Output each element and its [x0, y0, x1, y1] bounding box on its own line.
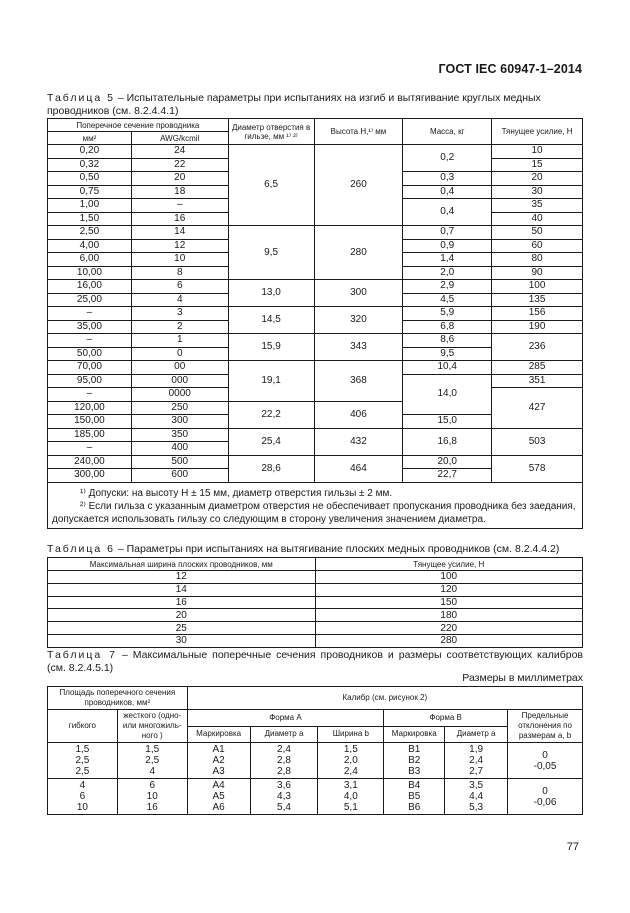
cell-awg: 0000: [131, 388, 228, 402]
cell-diameter: 22,2: [228, 401, 314, 428]
cell-mm2: 300,00: [48, 469, 132, 483]
cell-mm2: 16,00: [48, 280, 132, 294]
table7-header-form-a: Форма A: [187, 710, 384, 727]
table6-caption: [47, 543, 587, 556]
cell-mass: 0,4: [403, 199, 492, 226]
table6-caption-text: – Параметры при испытаниях на вытягивание плоских медных проводников (см. 8.2.4.4.2): [114, 543, 560, 555]
table-row: [48, 622, 583, 635]
cell-pull: 10: [492, 145, 583, 159]
cell-mm2: 1,50: [48, 212, 132, 226]
table7-caption-prefix: Таблица 7: [47, 649, 117, 661]
cell-mass: 15,0: [403, 415, 492, 429]
cell-pull: 100: [492, 280, 583, 294]
cell-width: 20: [48, 609, 316, 622]
cell-awg: 00: [131, 361, 228, 375]
table7-header-rigid: жесткого (одно- или многожиль- ного ): [117, 710, 187, 743]
cell-diameter: 25,4: [228, 428, 314, 455]
table7-group2-row: [48, 779, 583, 815]
cell-mass: 0,9: [403, 239, 492, 253]
table5-note-2: ²⁾ Если гильза с указанным диаметром отверстия не обеспечивает пропускания проводника без заедания, допускается использовать гильзу со следующим в сторону увеличения значением диаметра.: [52, 500, 576, 525]
cell-mm2: –: [48, 334, 132, 348]
table5-header-cross-section: Поперечное сечение проводника: [48, 119, 229, 132]
cell-pull: 50: [492, 226, 583, 240]
cell-height: 464: [314, 455, 403, 482]
table7-units: Размеры в миллиметрах: [462, 672, 583, 684]
standard-header: ГОСТ IEC 60947-1–2014: [438, 62, 582, 76]
cell-mm2: 0,32: [48, 158, 132, 172]
cell-mass: 2,0: [403, 266, 492, 280]
cell-a-width: 1,5 2,0 2,4: [318, 743, 384, 779]
cell-diameter: 14,5: [228, 307, 314, 334]
cell-pull: 280: [315, 634, 582, 647]
cell-awg: 3: [131, 307, 228, 321]
cell-a-mark: A1 A2 A3: [187, 743, 250, 779]
cell-mm2: 0,50: [48, 172, 132, 186]
cell-pull: 60: [492, 239, 583, 253]
cell-awg: 14: [131, 226, 228, 240]
cell-pull: 20: [492, 172, 583, 186]
cell-awg: 250: [131, 401, 228, 415]
cell-height: 300: [314, 280, 403, 307]
table5-header-height: Высота H,¹⁾ мм: [314, 119, 403, 145]
cell-b-mark: B4 B5 B6: [384, 779, 445, 815]
cell-a-width: 3,1 4,0 5,1: [318, 779, 384, 815]
cell-height: 260: [314, 145, 403, 226]
cell-awg: 2: [131, 320, 228, 334]
table7-caption: [47, 649, 583, 674]
cell-mm2: 50,00: [48, 347, 132, 361]
cell-height: 368: [314, 361, 403, 402]
table7-header-a-marking: Маркировка: [187, 726, 250, 743]
cell-pull: 236: [492, 334, 583, 361]
table-row: [48, 634, 583, 647]
cell-awg: 10: [131, 253, 228, 267]
cell-mass: 0,3: [403, 172, 492, 186]
cell-pull: 351: [492, 374, 583, 388]
cell-width: 25: [48, 622, 316, 635]
table-row: [48, 334, 583, 348]
cell-pull: 427: [492, 388, 583, 429]
cell-mm2: 35,00: [48, 320, 132, 334]
table6: [47, 557, 583, 648]
table5-notes: [48, 482, 583, 528]
cell-awg: 6: [131, 280, 228, 294]
table7-caption-text: – Максимальные поперечные сечения проводников и размеры соответствующих калибров (см. 8.2.4.5.1): [47, 649, 583, 674]
table7-header-b-marking: Маркировка: [384, 726, 445, 743]
cell-flexible: 4 6 10: [48, 779, 118, 815]
cell-mm2: 25,00: [48, 293, 132, 307]
cell-mm2: 1,00: [48, 199, 132, 213]
cell-diameter: 13,0: [228, 280, 314, 307]
cell-awg: 000: [131, 374, 228, 388]
table7-header-form-b: Форма B: [384, 710, 508, 727]
cell-mm2: 150,00: [48, 415, 132, 429]
table5-caption-prefix: Таблица 5: [47, 92, 115, 104]
cell-awg: 18: [131, 185, 228, 199]
cell-mass: 2,9: [403, 280, 492, 294]
cell-mass: 8,6: [403, 334, 492, 348]
cell-awg: 1: [131, 334, 228, 348]
cell-awg: 12: [131, 239, 228, 253]
cell-mm2: 2,50: [48, 226, 132, 240]
cell-awg: 24: [131, 145, 228, 159]
table-row: [48, 596, 583, 609]
cell-pull: 120: [315, 583, 582, 596]
table7-header-a-diameter: Диаметр a: [250, 726, 318, 743]
cell-pull: 100: [315, 571, 582, 584]
cell-diameter: 15,9: [228, 334, 314, 361]
cell-mass: 9,5: [403, 347, 492, 361]
cell-pull: 15: [492, 158, 583, 172]
cell-pull: 135: [492, 293, 583, 307]
cell-height: 432: [314, 428, 403, 455]
cell-awg: 300: [131, 415, 228, 429]
cell-mm2: 6,00: [48, 253, 132, 267]
cell-mm2: 0,20: [48, 145, 132, 159]
cell-width: 12: [48, 571, 316, 584]
table7-header-a-width: Ширина b: [318, 726, 384, 743]
table7-header-area: Площадь поперечного сечения проводников, мм²: [48, 687, 188, 710]
cell-diameter: 6,5: [228, 145, 314, 226]
cell-mass: 4,5: [403, 293, 492, 307]
cell-height: 280: [314, 226, 403, 280]
cell-flexible: 1,5 2,5 2,5: [48, 743, 118, 779]
table7-header-b-diameter: Диаметр a: [445, 726, 508, 743]
cell-mm2: 70,00: [48, 361, 132, 375]
cell-mm2: 95,00: [48, 374, 132, 388]
cell-pull: 156: [492, 307, 583, 321]
table5-header-mass: Масса, кг: [403, 119, 492, 145]
cell-mass: 0,4: [403, 185, 492, 199]
cell-mass: 22,7: [403, 469, 492, 483]
table7-header-flexible: гибкого: [48, 710, 118, 743]
cell-awg: 400: [131, 442, 228, 456]
cell-mass: 5,9: [403, 307, 492, 321]
cell-mass: 1,4: [403, 253, 492, 267]
cell-width: 14: [48, 583, 316, 596]
table5-caption: [47, 92, 583, 117]
cell-height: 406: [314, 401, 403, 428]
table6-header-width: Максимальная ширина плоских проводников, мм: [48, 558, 316, 571]
cell-limits: 0 -0,06: [508, 779, 583, 815]
cell-a-diam: 3,6 4,3 5,4: [250, 779, 318, 815]
cell-width: 16: [48, 596, 316, 609]
table-row: [48, 226, 583, 240]
cell-awg: –: [131, 199, 228, 213]
table5-header-mm2: мм²: [48, 132, 132, 145]
cell-mm2: 4,00: [48, 239, 132, 253]
cell-awg: 4: [131, 293, 228, 307]
cell-pull: 30: [492, 185, 583, 199]
cell-mm2: 120,00: [48, 401, 132, 415]
cell-mass: 10,4: [403, 361, 492, 375]
table5-header-awg: AWG/kcmil: [131, 132, 228, 145]
cell-awg: 22: [131, 158, 228, 172]
table-row: [48, 583, 583, 596]
table5-header-pull: Тянущее усилие, Н: [492, 119, 583, 145]
cell-pull: 180: [315, 609, 582, 622]
cell-width: 30: [48, 634, 316, 647]
cell-mm2: –: [48, 442, 132, 456]
table-row: [48, 361, 583, 375]
cell-awg: 0: [131, 347, 228, 361]
page-number: 77: [566, 841, 579, 853]
cell-pull: 40: [492, 212, 583, 226]
cell-rigid: 6 10 16: [117, 779, 187, 815]
cell-mass: 20,0: [403, 455, 492, 469]
table6-caption-prefix: Таблица 6: [47, 543, 115, 555]
cell-height: 320: [314, 307, 403, 334]
cell-awg: 350: [131, 428, 228, 442]
cell-diameter: 19,1: [228, 361, 314, 402]
cell-pull: 150: [315, 596, 582, 609]
cell-mm2: –: [48, 388, 132, 402]
cell-pull: 80: [492, 253, 583, 267]
table5: [47, 118, 583, 529]
cell-a-diam: 2,4 2,8 2,8: [250, 743, 318, 779]
cell-rigid: 1,5 2,5 4: [117, 743, 187, 779]
cell-pull: 190: [492, 320, 583, 334]
cell-pull: 35: [492, 199, 583, 213]
cell-awg: 20: [131, 172, 228, 186]
cell-pull: 503: [492, 428, 583, 455]
table7-header-gauge: Калибр (см. рисунок 2): [187, 687, 582, 710]
table5-caption-text: – Испытательные параметры при испытаниях на изгиб и вытягивание круглых медных проводников (см. 8.2.4.4.1): [47, 92, 541, 117]
table-row: [48, 609, 583, 622]
cell-awg: 500: [131, 455, 228, 469]
cell-b-diam: 1,9 2,4 2,7: [445, 743, 508, 779]
cell-mass: 6,8: [403, 320, 492, 334]
cell-b-diam: 3,5 4,4 5,3: [445, 779, 508, 815]
cell-mm2: –: [48, 307, 132, 321]
table5-notes-row: [48, 482, 583, 528]
cell-pull: 220: [315, 622, 582, 635]
cell-b-mark: B1 B2 B3: [384, 743, 445, 779]
cell-height: 343: [314, 334, 403, 361]
cell-diameter: 28,6: [228, 455, 314, 482]
cell-diameter: 9,5: [228, 226, 314, 280]
cell-mass: 0,7: [403, 226, 492, 240]
table7: [47, 686, 583, 815]
table-row: [48, 145, 583, 159]
cell-awg: 8: [131, 266, 228, 280]
cell-awg: 600: [131, 469, 228, 483]
cell-mm2: 0,75: [48, 185, 132, 199]
table-row: [48, 428, 583, 442]
cell-mass: 0,2: [403, 145, 492, 172]
table7-group1-row: [48, 743, 583, 779]
cell-mm2: 240,00: [48, 455, 132, 469]
cell-limits: 0 -0,05: [508, 743, 583, 779]
cell-mass: 16,8: [403, 428, 492, 455]
table-row: [48, 455, 583, 469]
cell-a-mark: A4 A5 A6: [187, 779, 250, 815]
cell-mm2: 185,00: [48, 428, 132, 442]
table-row: [48, 307, 583, 321]
table5-header-hole-diameter: Диаметр отверстия в гильзе, мм ¹⁾ ²⁾: [228, 119, 314, 145]
table-row: [48, 571, 583, 584]
table7-header-limits: Предельные отклонения по размерам a, b: [508, 710, 583, 743]
cell-pull: 578: [492, 455, 583, 482]
table-row: [48, 280, 583, 294]
table5-note-1: ¹⁾ Допуски: на высоту H ± 15 мм, диаметр отверстия гильзы ± 2 мм.: [80, 487, 393, 499]
cell-pull: 90: [492, 266, 583, 280]
cell-awg: 16: [131, 212, 228, 226]
cell-pull: 285: [492, 361, 583, 375]
cell-mm2: 10,00: [48, 266, 132, 280]
table6-header-pull: Тянущее усилие, Н: [315, 558, 582, 571]
cell-mass: 14,0: [403, 374, 492, 415]
